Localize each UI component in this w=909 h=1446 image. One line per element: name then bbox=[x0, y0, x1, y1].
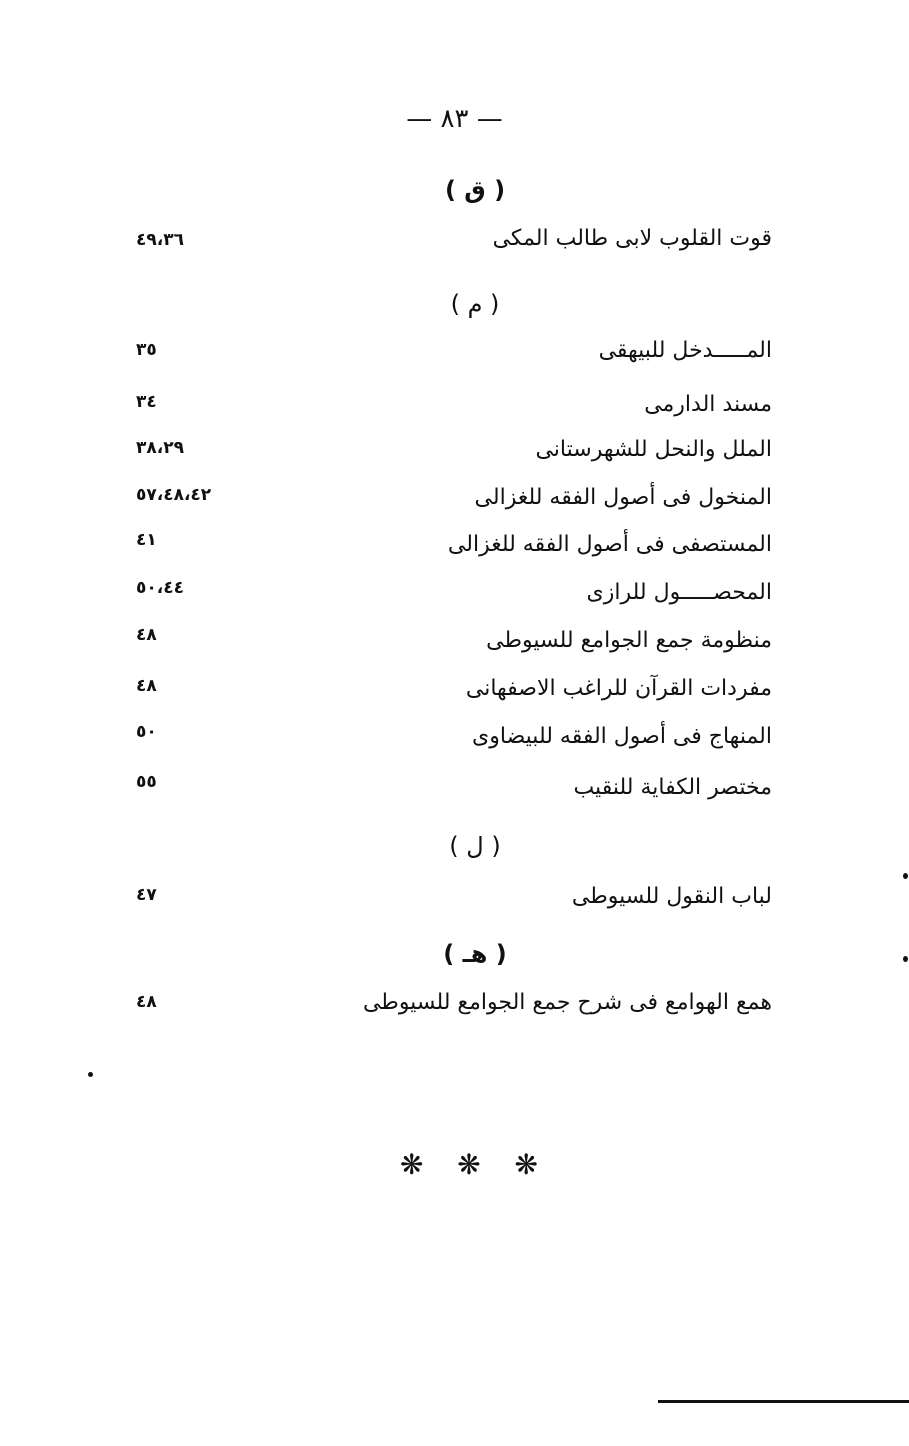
index-entry-title: قوت القلوب لابى طالب المكى bbox=[492, 226, 772, 251]
index-entry-pages: ٤٧ bbox=[136, 885, 157, 905]
index-entry-title: المنهاج فى أصول الفقه للبيضاوى bbox=[472, 724, 772, 749]
index-entry-pages: ٤٨ bbox=[136, 625, 157, 645]
bottom-rule bbox=[658, 1400, 909, 1403]
section-heading-lam: ( ل ) bbox=[449, 832, 501, 860]
index-entry-pages: ٣٥ bbox=[136, 340, 157, 360]
index-entry-pages: ٤٨ bbox=[136, 992, 157, 1012]
index-entry-pages: ٤١ bbox=[136, 530, 157, 550]
section-heading-qaf: ( ق ) bbox=[444, 176, 506, 204]
index-entry-pages: ٣٤ bbox=[136, 392, 157, 412]
page-number: — ٨٣ — bbox=[406, 104, 503, 134]
section-heading-mim: ( م ) bbox=[450, 290, 500, 318]
index-entry-title: المحصـــــول للرازى bbox=[586, 580, 772, 605]
index-entry-pages: ٤٨ bbox=[136, 676, 157, 696]
index-entry-title: مختصر الكفاية للنقيب bbox=[573, 775, 772, 800]
index-entry-title: المستصفى فى أصول الفقه للغزالى bbox=[447, 532, 772, 557]
section-heading-ha: ( هـ ) bbox=[443, 940, 507, 968]
index-entry-title: المنخول فى أصول الفقه للغزالى bbox=[474, 485, 772, 510]
index-entry-title: مسند الدارمى bbox=[644, 392, 772, 417]
index-entry-title: لباب النقول للسيوطى bbox=[571, 884, 772, 909]
end-ornament: ❋ ❋ ❋ bbox=[400, 1148, 550, 1181]
index-entry-title: الملل والنحل للشهرستانى bbox=[535, 437, 772, 462]
index-entry-pages: ٤٩،٣٦ bbox=[136, 230, 184, 250]
index-entry-title: همع الهوامع فى شرح جمع الجوامع للسيوطى bbox=[362, 990, 772, 1015]
index-entry-pages: ٥٥ bbox=[136, 772, 157, 792]
index-entry-title: المـــــدخل للبيهقى bbox=[598, 338, 772, 363]
index-entry-title: منظومة جمع الجوامع للسيوطى bbox=[486, 628, 772, 653]
index-entry-title: مفردات القرآن للراغب الاصفهانى bbox=[465, 676, 772, 701]
scan-speck bbox=[88, 1072, 93, 1077]
scan-speck bbox=[903, 956, 908, 962]
index-entry-pages: ٣٨،٢٩ bbox=[136, 438, 184, 458]
scan-speck bbox=[903, 873, 908, 879]
index-entry-pages: ٥٠ bbox=[136, 722, 157, 742]
index-entry-pages: ٥٠،٤٤ bbox=[136, 578, 184, 598]
index-entry-pages: ٥٧،٤٨،٤٢ bbox=[136, 485, 212, 505]
